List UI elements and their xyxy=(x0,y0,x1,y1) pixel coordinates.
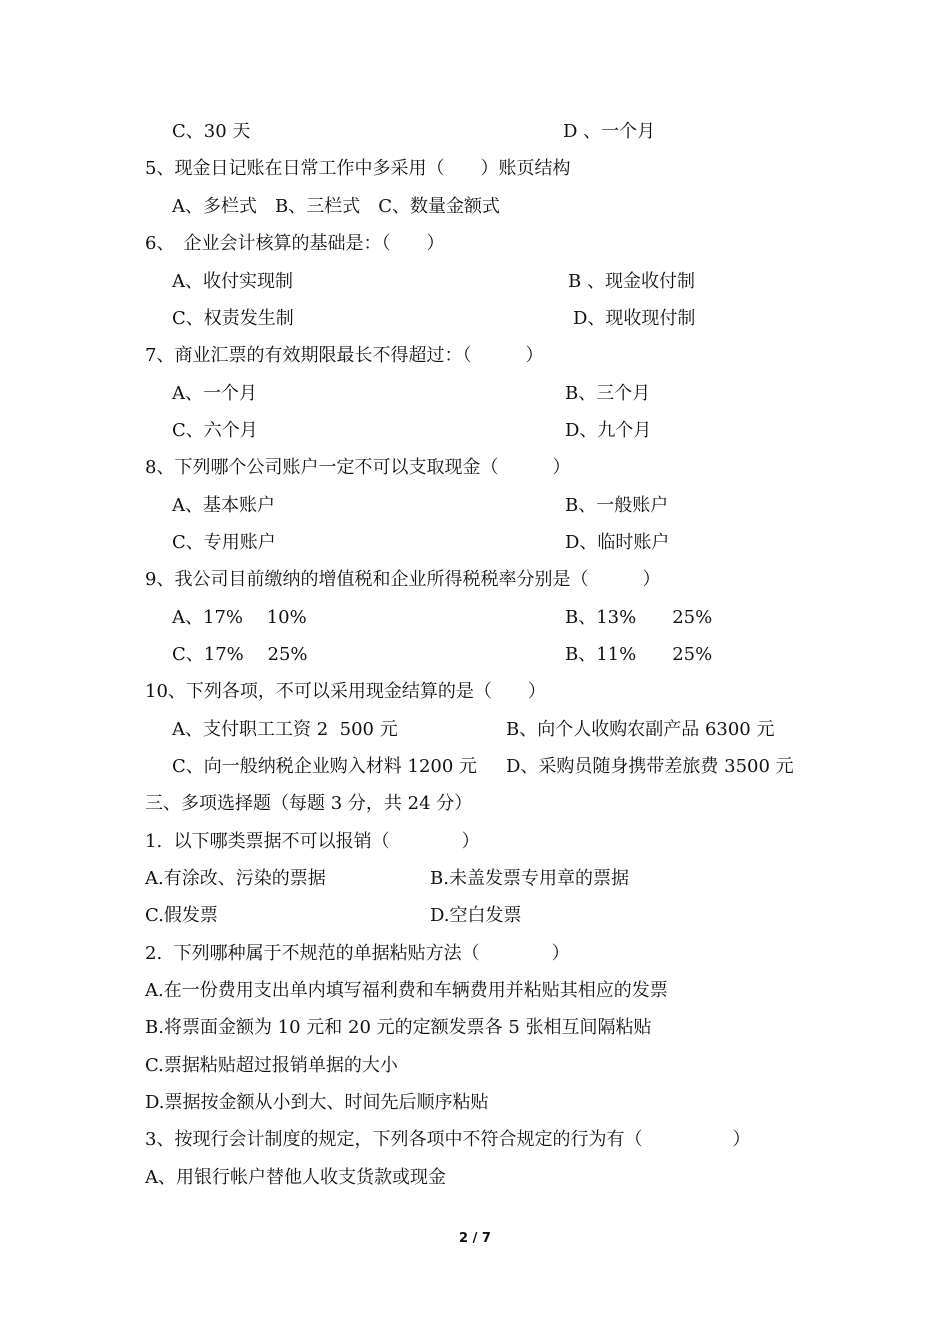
question-6-option-d: D、现收现付制 xyxy=(573,308,696,329)
question-7-option-c: C、六个月 xyxy=(172,420,258,441)
question-6-text: 6、 企业会计核算的基础是：（ ） xyxy=(145,233,445,254)
question-8-option-a: A、基本账户 xyxy=(172,495,275,516)
multi-question-1-option-a: A.有涂改、污染的票据 xyxy=(145,868,326,889)
question-7-option-b: B、三个月 xyxy=(565,383,651,404)
multi-question-2-option-b: B.将票面金额为 10 元和 20 元的定额发票各 5 张相互间隔粘贴 xyxy=(145,1017,652,1038)
question-8-option-c: C、专用账户 xyxy=(172,532,276,553)
question-8-option-b: B、一般账户 xyxy=(565,495,669,516)
multi-question-2-text: 2. 下列哪种属于不规范的单据粘贴方法（ ） xyxy=(145,943,570,964)
question-7-text: 7、商业汇票的有效期限最长不得超过：（ ） xyxy=(145,345,544,366)
question-7-option-a: A、一个月 xyxy=(172,383,257,404)
multi-question-3-text: 3、按现行会计制度的规定，下列各项中不符合规定的行为有（ ） xyxy=(145,1129,751,1150)
question-5-options: A、多栏式 B、三栏式 C、数量金额式 xyxy=(172,196,500,217)
multi-question-3-option-a: A、用银行帐户替他人收支货款或现金 xyxy=(145,1167,446,1188)
question-6-option-b: B 、现金收付制 xyxy=(568,271,695,292)
question-10-text: 10、下列各项，不可以采用现金结算的是（ ） xyxy=(145,681,546,702)
question-8-option-d: D、临时账户 xyxy=(565,532,670,553)
question-9-option-b: B、13% 25% xyxy=(565,607,713,628)
question-6-option-c: C、权责发生制 xyxy=(172,308,294,329)
question-7-option-d: D、九个月 xyxy=(565,420,652,441)
multi-question-1-option-d: D.空白发票 xyxy=(430,905,522,926)
multi-question-2-option-a: A.在一份费用支出单内填写福利费和车辆费用并粘贴其相应的发票 xyxy=(145,980,668,1001)
multi-question-1-text: 1. 以下哪类票据不可以报销（ ） xyxy=(145,831,480,852)
question-5-text: 5、现金日记账在日常工作中多采用（ ）账页结构 xyxy=(145,158,571,179)
question-6-option-a: A、收付实现制 xyxy=(172,271,293,292)
multi-question-1-option-c: C.假发票 xyxy=(145,905,218,926)
question-9-option-a: A、17% 10% xyxy=(172,607,307,628)
question-9-option-d: B、11% 25% xyxy=(565,644,713,665)
question-9-option-c: C、17% 25% xyxy=(172,644,308,665)
multi-question-1-option-b: B.未盖发票专用章的票据 xyxy=(430,868,629,889)
question-10-option-a: A、支付职工工资 2 500 元 xyxy=(172,719,398,740)
question-4-option-d: D 、一个月 xyxy=(563,121,656,142)
multi-question-2-option-d: D.票据按金额从小到大、时间先后顺序粘贴 xyxy=(145,1092,489,1113)
multi-question-2-option-c: C.票据粘贴超过报销单据的大小 xyxy=(145,1055,398,1076)
page-number: 2 / 7 xyxy=(459,1231,491,1246)
question-4-option-c: C、30 天 xyxy=(172,121,251,142)
question-8-text: 8、下列哪个公司账户一定不可以支取现金（ ） xyxy=(145,457,571,478)
question-10-option-b: B、向个人收购农副产品 6300 元 xyxy=(506,719,775,740)
question-10-option-d: D、采购员随身携带差旅费 3500 元 xyxy=(506,756,794,777)
question-10-option-c: C、向一般纳税企业购入材料 1200 元 xyxy=(172,756,478,777)
question-9-text: 9、我公司目前缴纳的增值税和企业所得税税率分别是（ ） xyxy=(145,569,661,590)
section-3-heading: 三、多项选择题（每题 3 分，共 24 分） xyxy=(145,793,473,814)
